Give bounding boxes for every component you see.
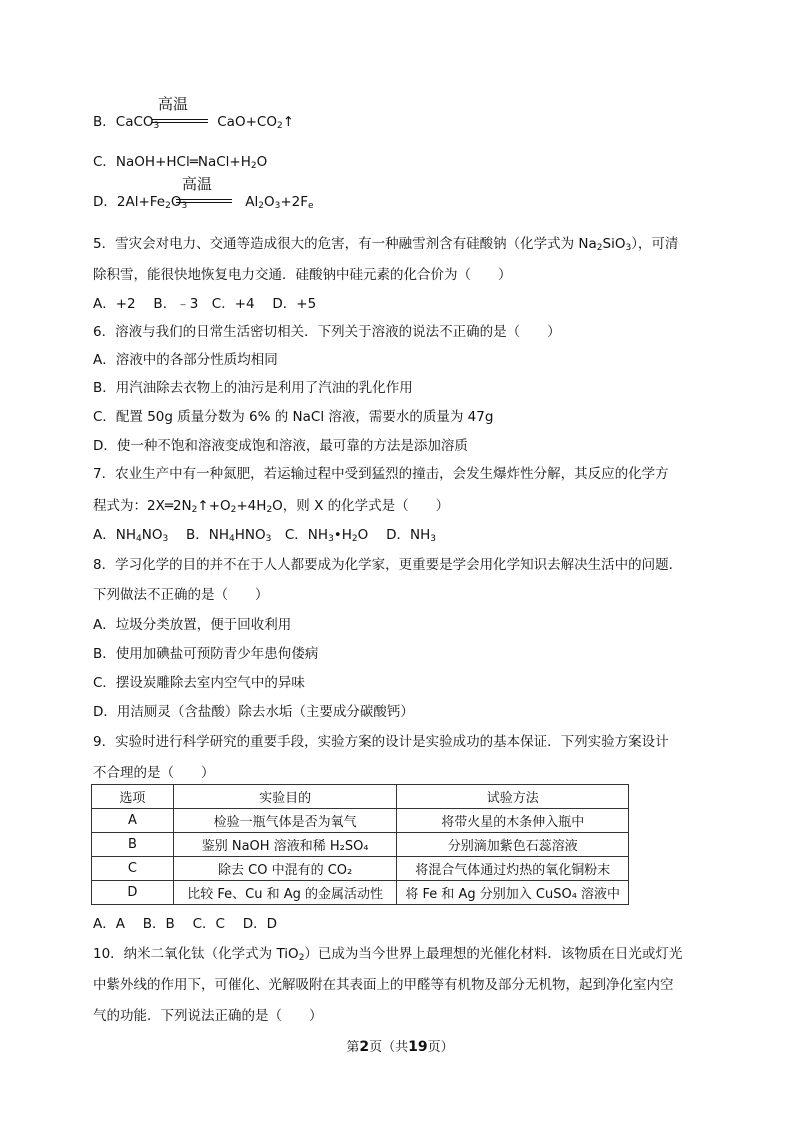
- q6-option-a: A．溶液中的各部分性质均相同: [93, 352, 278, 368]
- table-cell: 将带火星的木条伸入瓶中: [397, 809, 629, 833]
- header-option: 选项: [92, 785, 174, 809]
- q8-option-b: B．使用加碘盐可预防青少年患佝偻病: [93, 646, 319, 662]
- q10-stem-line2: 中紫外线的作用下，可催化、光解吸附在其表面上的甲醛等有机物及部分无机物，起到净化室内空: [93, 977, 674, 993]
- q6-option-d: D．使一种不饱和溶液变成饱和溶液，最可靠的方法是添加溶质: [93, 438, 468, 454]
- experiment-table: [91, 784, 629, 905]
- q10-stem-line1: 10．纳米二氧化钛（化学式为 TiO$_2$）已成为当今世界上最理想的光催化材料．该物质在日光或灯光: [93, 946, 683, 963]
- table-row: [92, 833, 629, 857]
- q5-stem-line2: 除积雪，能很快地恢复电力交通．硅酸钠中硅元素的化合价为（ ）: [93, 267, 512, 283]
- q8-stem-line2: 下列做法不正确的是（ ）: [93, 587, 269, 603]
- q5-stem-line1: 5．雪灾会对电力、交通等造成很大的危害，有一种融雪剂含有硅酸钠（化学式为 $Na_2SiO_3$），可清: [93, 236, 679, 253]
- table-cell: A: [92, 809, 174, 833]
- option-b-prev: B．CaCO$_3$ $CaO+CO_2↑$: [93, 114, 294, 131]
- q8-option-c: C．摆设炭雕除去室内空气中的异味: [93, 675, 305, 691]
- table-cell: D: [92, 881, 174, 905]
- table-row: [92, 857, 629, 881]
- header-method: 试验方法: [397, 785, 629, 809]
- table-cell: 将 Fe 和 Ag 分别加入 CuSO₄ 溶液中: [397, 881, 629, 905]
- table-cell: 除去 CO 中混有的 CO₂: [173, 857, 397, 881]
- q7-options: A．$NH_4NO_3$ B．$NH_4HNO_3$ C．$NH_3•H_2O$ D．$NH_3$: [93, 527, 436, 544]
- q8-option-a: A．垃圾分类放置，便于回收利用: [93, 617, 292, 633]
- q7-stem-line1: 7．农业生产中有一种氮肥，若运输过程中受到猛烈的撞击，会发生爆炸性分解，其反应的化学方: [93, 466, 669, 482]
- q8-stem-line1: 8．学习化学的目的并不在于人人都要成为化学家，更重要是学会用化学知识去解决生活中的问题．: [93, 557, 683, 573]
- table-row: [92, 881, 629, 905]
- q7-stem-line2: 程式为：$2X═2N_2↑+O_2+4H_2O$，则 X 的化学式是（ ）: [93, 498, 450, 515]
- q6-stem: 6．溶液与我们的日常生活密切相关．下列关于溶液的说法不正确的是（ ）: [93, 324, 561, 340]
- header-purpose: 实验目的: [173, 785, 397, 809]
- table-cell: B: [92, 833, 174, 857]
- q9-stem-line1: 9．实验时进行科学研究的重要手段，实验方案的设计是实验成功的基本保证．下列实验方案设计: [93, 734, 669, 750]
- q10-stem-line3: 气的功能．下列说法正确的是（ ）: [93, 1008, 323, 1024]
- condition-high-temp-d: 高温: [182, 175, 213, 193]
- option-d-prev: D．$2Al+Fe_2O_3$ $Al_2O_3+2F_e$: [93, 194, 314, 211]
- q5-options: A．+2 B．﹣3 C．+4 D．+5: [93, 296, 317, 312]
- q6-option-b: B．用汽油除去衣物上的油污是利用了汽油的乳化作用: [93, 380, 413, 396]
- table-cell: 鉴别 NaOH 溶液和稀 H₂SO₄: [173, 833, 397, 857]
- q8-option-d: D．用洁厕灵（含盐酸）除去水垢（主要成分碳酸钙）: [93, 704, 414, 720]
- q6-option-c: C．配置 50g 质量分数为 6% 的 NaCl 溶液，需要水的质量为 47g: [93, 409, 494, 425]
- page-footer: 第2页（共19页）: [346, 1039, 454, 1055]
- table-cell: 比较 Fe、Cu 和 Ag 的金属活动性: [173, 881, 397, 905]
- equation-bar-d: [176, 199, 232, 203]
- table-cell: 将混合气体通过灼热的氧化铜粉末: [397, 857, 629, 881]
- q9-stem-line2: 不合理的是（ ）: [93, 765, 215, 781]
- table-cell: 检验一瓶气体是否为氧气: [173, 809, 397, 833]
- option-c-prev: C．$NaOH+HCl═NaCl+H_2O$: [93, 154, 268, 171]
- q9-options: A．A B．B C．C D．D: [93, 916, 278, 932]
- table-row: [92, 809, 629, 833]
- equation-bar-b: [152, 119, 208, 123]
- table-cell: 分别滴加紫色石蕊溶液: [397, 833, 629, 857]
- condition-high-temp-b: 高温: [158, 95, 189, 113]
- table-header-row: [92, 785, 629, 809]
- table-cell: C: [92, 857, 174, 881]
